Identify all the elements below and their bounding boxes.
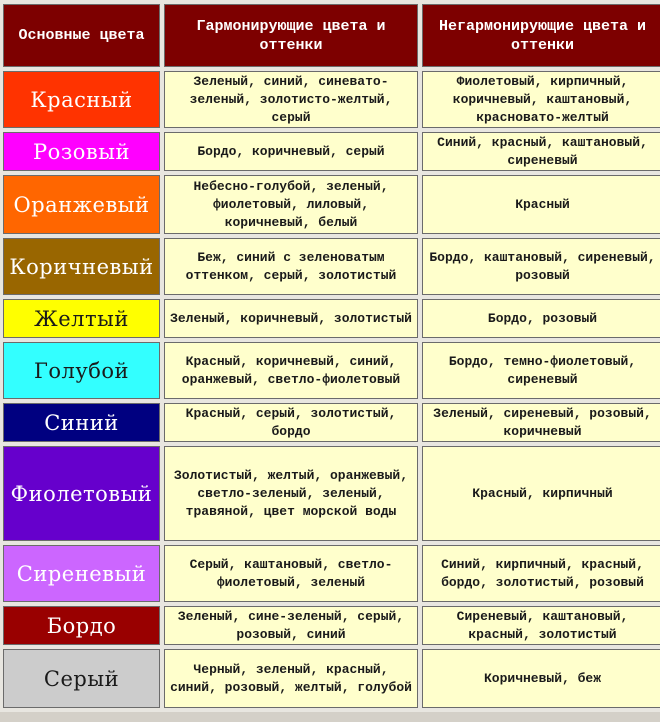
disharmonious-cell: Бордо, розовый (422, 299, 660, 338)
harmonious-cell: Черный, зеленый, красный, синий, розовый, желтый, голубой (164, 649, 418, 708)
base-color-cell: Бордо (3, 606, 160, 645)
harmonious-cell: Бордо, коричневый, серый (164, 132, 418, 171)
harmonious-cell: Зеленый, сине-зеленый, серый, розовый, синий (164, 606, 418, 645)
table-row (3, 446, 660, 541)
header-row (3, 4, 660, 67)
table-row (3, 71, 660, 128)
table-row (3, 132, 660, 171)
base-color-cell: Розовый (3, 132, 160, 171)
harmonious-cell: Золотистый, желтый, оранжевый, светло-зеленый, зеленый, травяной, цвет морской воды (164, 446, 418, 541)
table-row (3, 403, 660, 442)
base-color-cell: Фиолетовый (3, 446, 160, 541)
harmonious-cell: Небесно-голубой, зеленый, фиолетовый, лиловый, коричневый, белый (164, 175, 418, 234)
disharmonious-cell: Бордо, темно-фиолетовый, сиреневый (422, 342, 660, 399)
disharmonious-cell: Красный (422, 175, 660, 234)
harmonious-cell: Серый, каштановый, светло-фиолетовый, зеленый (164, 545, 418, 602)
harmonious-cell: Зеленый, коричневый, золотистый (164, 299, 418, 338)
base-color-cell: Серый (3, 649, 160, 708)
disharmonious-cell: Сиреневый, каштановый, красный, золотистый (422, 606, 660, 645)
disharmonious-cell: Зеленый, сиреневый, розовый, коричневый (422, 403, 660, 442)
harmonious-cell: Красный, серый, золотистый, бордо (164, 403, 418, 442)
table-row (3, 299, 660, 338)
base-color-cell: Желтый (3, 299, 160, 338)
disharmonious-cell: Синий, кирпичный, красный, бордо, золотистый, розовый (422, 545, 660, 602)
disharmonious-cell: Фиолетовый, кирпичный, коричневый, каштановый, красновато-желтый (422, 71, 660, 128)
disharmonious-cell: Синий, красный, каштановый, сиреневый (422, 132, 660, 171)
table-row (3, 238, 660, 295)
header-base-colors: Основные цвета (3, 4, 160, 67)
base-color-cell: Синий (3, 403, 160, 442)
header-harmonious: Гармонирующие цвета и оттенки (164, 4, 418, 67)
table-row (3, 175, 660, 234)
base-color-cell: Голубой (3, 342, 160, 399)
table-row (3, 545, 660, 602)
table-row (3, 342, 660, 399)
base-color-cell: Сиреневый (3, 545, 160, 602)
disharmonious-cell: Бордо, каштановый, сиреневый, розовый (422, 238, 660, 295)
table-row (3, 606, 660, 645)
harmonious-cell: Зеленый, синий, синевато-зеленый, золотисто-желтый, серый (164, 71, 418, 128)
base-color-cell: Коричневый (3, 238, 160, 295)
table-row (3, 649, 660, 708)
header-disharmonious: Негармонирующие цвета и оттенки (422, 4, 660, 67)
disharmonious-cell: Коричневый, беж (422, 649, 660, 708)
harmonious-cell: Беж, синий с зеленоватым оттенком, серый, золотистый (164, 238, 418, 295)
harmonious-cell: Красный, коричневый, синий, оранжевый, светло-фиолетовый (164, 342, 418, 399)
disharmonious-cell: Красный, кирпичный (422, 446, 660, 541)
base-color-cell: Красный (3, 71, 160, 128)
base-color-cell: Оранжевый (3, 175, 160, 234)
